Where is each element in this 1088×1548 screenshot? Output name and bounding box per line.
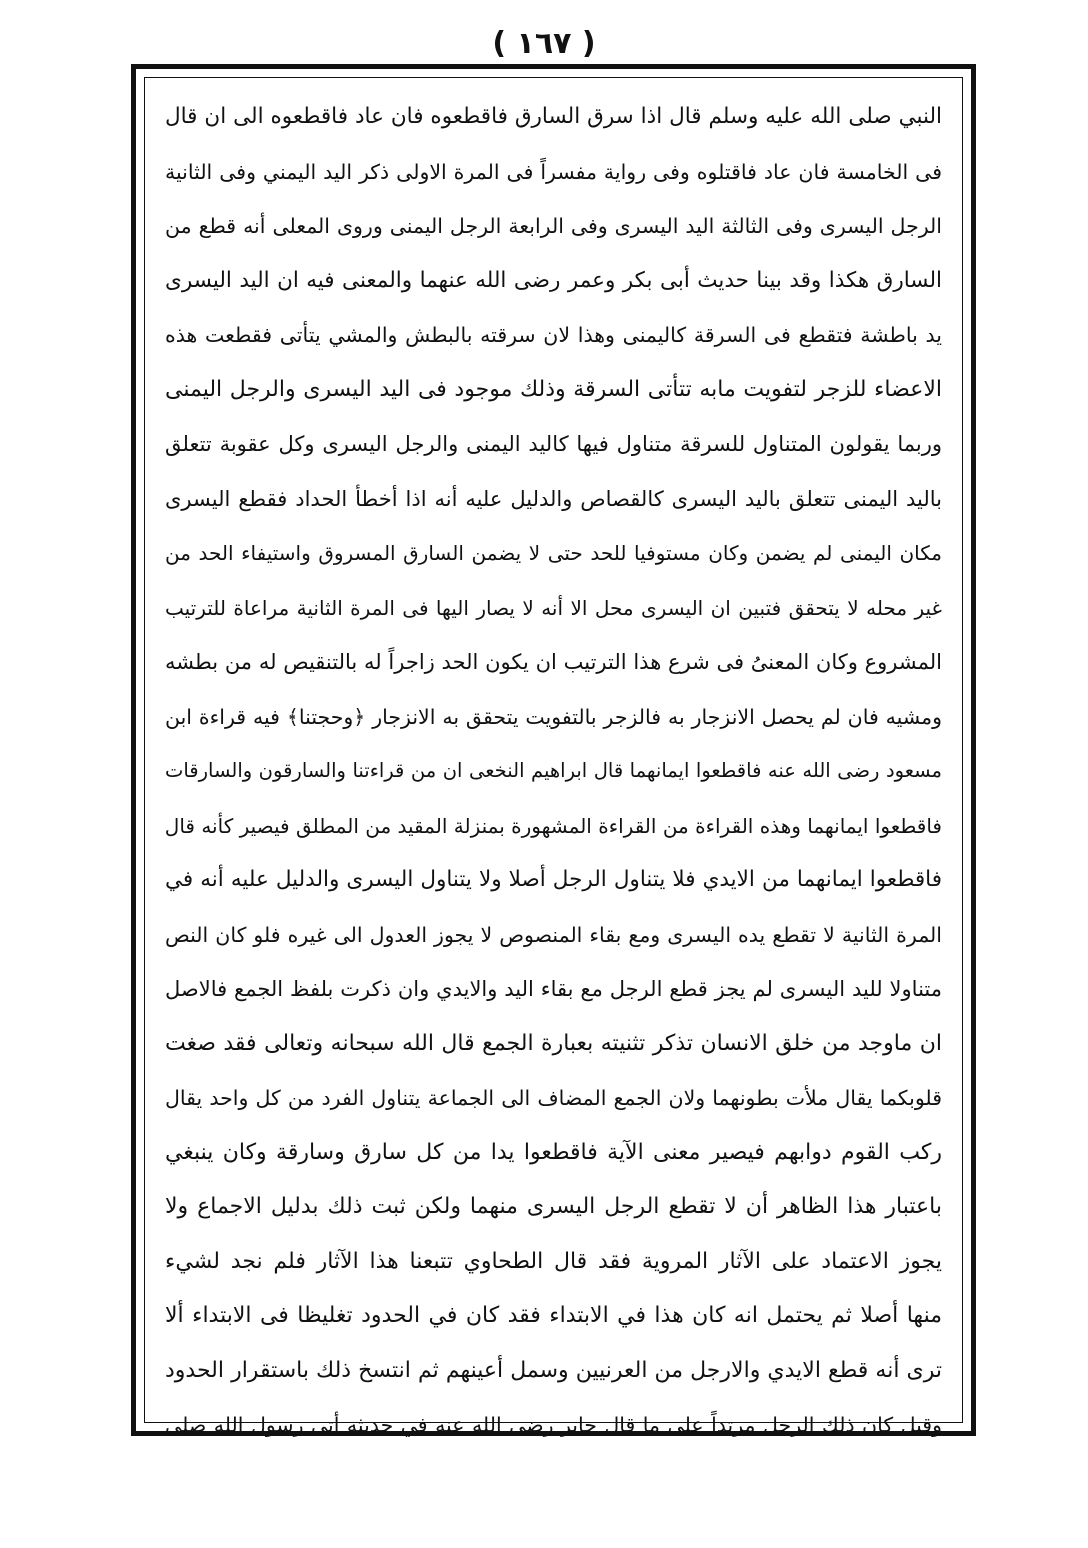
text-line: غير محله لا يتحقق فتبين ان اليسرى محل الا أنه لا يصار اليها فى المرة الثانية مراعاة للترتيب — [165, 595, 942, 620]
text-line: ان ماوجد من خلق الانسان تذكر تثنيته بعبارة الجمع قال الله سبحانه وتعالى فقد صغت — [165, 1030, 942, 1056]
text-line: النبي صلى الله عليه وسلم قال اذا سرق السارق فاقطعوه فان عاد فاقطعوه الى ان قال — [165, 104, 942, 129]
text-line: منها أصلا ثم يحتمل انه كان هذا في الابتداء فقد كان في الحدود تغليظا فى الابتداء ألا — [165, 1303, 942, 1328]
text-line: قلوبكما يقال ملأت بطونهما ولان الجمع المضاف الى الجماعة يتناول الفرد من كل واحد يقال — [165, 1086, 942, 1110]
text-line: فاقطعوا ايمانهما من الايدي فلا يتناول الرجل أصلا ولا يتناول اليسرى والدليل عليه أنه في — [165, 867, 942, 892]
text-line: ركب القوم دوابهم فيصير معنى الآية فاقطعوا يدا من كل سارق وسارقة وكان ينبغي — [165, 1139, 942, 1165]
page-border — [131, 64, 976, 1436]
text-line: وربما يقولون المتناول للسرقة متناول فيها كاليد اليمنى والرجل اليسرى وكل عقوبة تتعلق — [165, 432, 942, 456]
text-line: يجوز الاعتماد على الآثار المروية فقد قال الطحاوي تتبعنا هذا الآثار فلم نجد لشيء — [165, 1248, 942, 1274]
text-line: متناولا لليد اليسرى لم يجز قطع الرجل مع بقاء اليد والايدي وان ذكرت بلفظ الجمع فالاصل — [165, 977, 942, 1001]
text-line: مكان اليمنى لم يضمن وكان مستوفيا للحد حتى لا يضمن السارق المسروق واستيفاء الحد من — [165, 541, 942, 565]
text-line: مسعود رضى الله عنه فاقطعوا ايمانهما قال ابراهيم النخعى ان من قراءتنا والسارقون والسارقات — [165, 759, 942, 782]
text-line: المشروع وكان المعنىُ فى شرع هذا الترتيب ان يكون الحد زاجراً له بالتنقيص له من بطشه — [165, 650, 942, 674]
text-line: باليد اليمنى تتعلق باليد اليسرى كالقصاص والدليل عليه أنه اذا أخطأ الحداد فقطع اليسرى — [165, 486, 942, 511]
text-line: ومشيه فان لم يحصل الانزجار به فالزجر بالتفويت يتحقق به الانزجار ﴿وحجتنا﴾ فيه قراءة ابن — [165, 704, 942, 729]
inner-border — [144, 77, 963, 1437]
text-line: يد باطشة فتقطع فى السرقة كاليمنى وهذا لان سرقته بالبطش والمشي يتأتى فقطعت هذه — [165, 323, 942, 347]
text-line: السارق هكذا وقد بينا حديث أبى بكر وعمر رضى الله عنهما والمعنى فيه ان اليد اليسرى — [165, 267, 942, 293]
body-text — [165, 90, 942, 1453]
text-line: الرجل اليسرى وفى الثالثة اليد اليسرى وفى الرابعة الرجل اليمنى وروى المعلى أنه قطع من — [165, 214, 942, 238]
text-line: وقيل كان ذلك الرجل مرتداً على ما قال جابر رضى الله عنه في حديثه أتى رسول الله صلى — [165, 1413, 942, 1437]
page-number: ( ١٦٧ ) — [492, 26, 596, 61]
text-line: فى الخامسة فان عاد فاقتلوه وفى رواية مفسراً فى المرة الاولى ذكر اليد اليمني وفى الثانية — [165, 159, 942, 184]
text-line: الاعضاء للزجر لتفويت مابه تتأتى السرقة وذلك موجود فى اليد اليسرى والرجل اليمنى — [165, 376, 942, 402]
text-line: باعتبار هذا الظاهر أن لا تقطع الرجل اليسرى منهما ولكن ثبت ذلك بدليل الاجماع ولا — [165, 1194, 942, 1219]
text-line: فاقطعوا ايمانهما وهذه القراءة من القراءة المشهورة بمنزلة المقيد من المطلق فيصير كأنه قال — [165, 813, 942, 838]
text-line: ترى أنه قطع الايدي والارجل من العرنيين وسمل أعينهم ثم انتسخ ذلك باستقرار الحدود — [165, 1357, 942, 1383]
text-line: المرة الثانية لا تقطع يده اليسرى ومع بقاء المنصوص لا يجوز العدول الى غيره فلو كان النص — [165, 922, 942, 947]
